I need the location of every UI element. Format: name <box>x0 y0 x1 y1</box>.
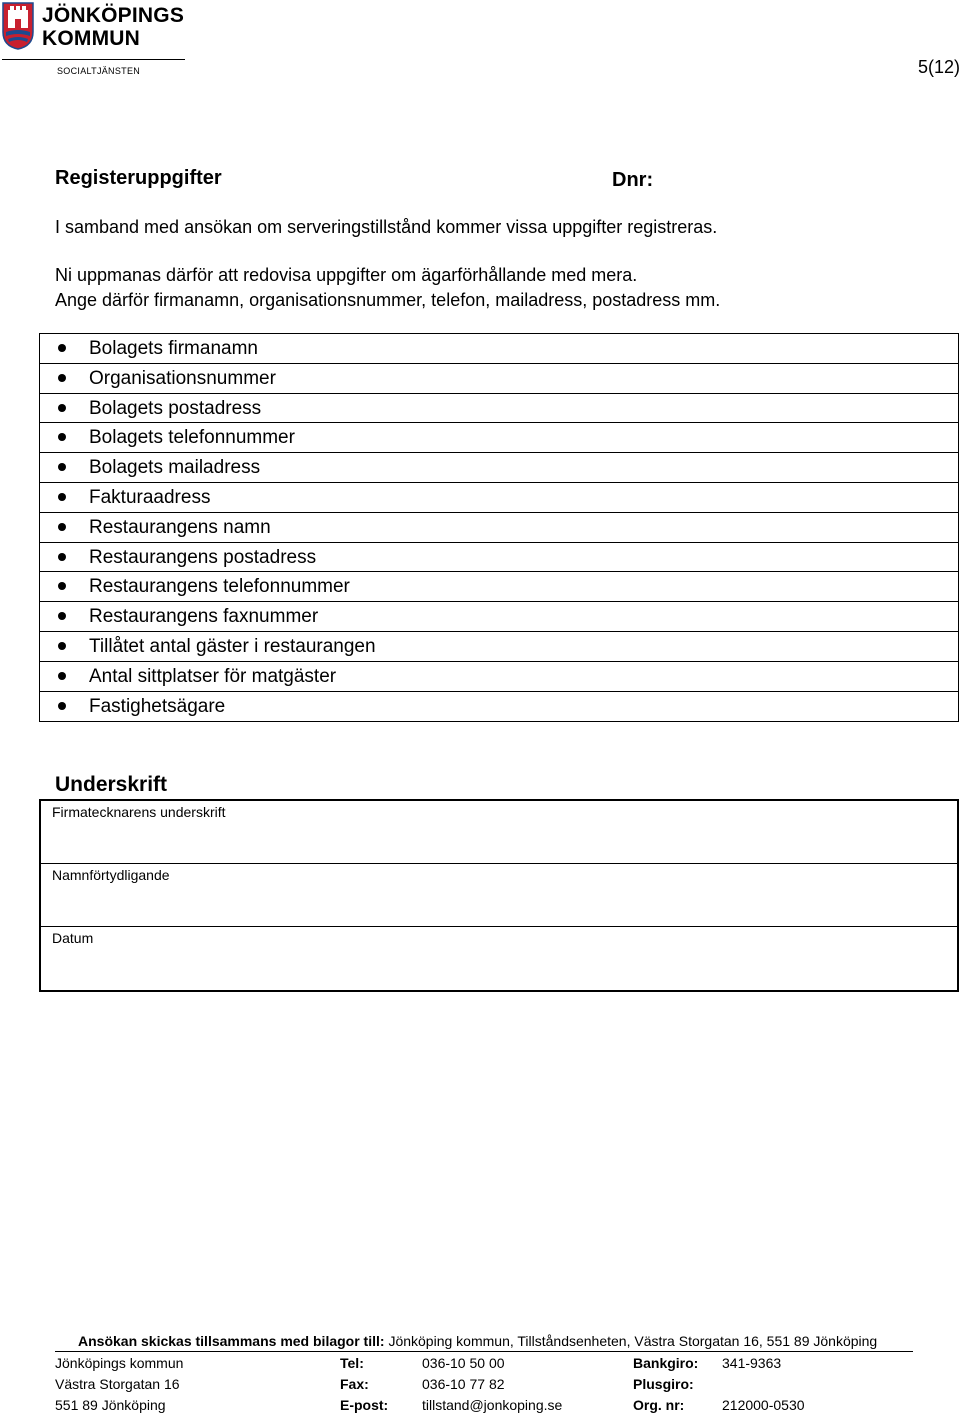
footer-divider <box>55 1351 913 1352</box>
table-row[interactable] <box>40 483 958 513</box>
item-label: Bolagets postadress <box>89 397 262 419</box>
field-label: Datum <box>52 930 94 946</box>
bullet-icon <box>58 612 66 620</box>
table-row[interactable] <box>40 692 958 722</box>
field-label: Firmatecknarens underskrift <box>52 804 226 820</box>
section-title: Registeruppgifter <box>55 167 222 189</box>
table-row[interactable] <box>40 334 958 364</box>
logo-divider <box>2 59 185 60</box>
date-field[interactable] <box>41 927 957 990</box>
item-label: Restaurangens postadress <box>89 546 317 568</box>
footer-fax-label: Fax: <box>340 1376 369 1392</box>
bullet-icon <box>58 374 66 382</box>
instruction-line-2: Ange därför firmanamn, organisationsnummer, telefon, mailadress, postadress mm. <box>55 290 721 310</box>
table-row[interactable] <box>40 572 958 602</box>
footer-plusgiro-label: Plusgiro: <box>633 1376 694 1392</box>
bullet-icon <box>58 523 66 531</box>
intro-text: I samband med ansökan om serveringstillstånd kommer vissa uppgifter registreras. <box>55 217 718 237</box>
item-label: Organisationsnummer <box>89 367 276 389</box>
table-row[interactable] <box>40 543 958 573</box>
footer-bankgiro: 341-9363 <box>722 1355 782 1371</box>
bullet-icon <box>58 642 66 650</box>
item-label: Restaurangens faxnummer <box>89 606 319 628</box>
instruction-line-1: Ni uppmanas därför att redovisa uppgifter om ägarförhållande med mera. <box>55 265 638 285</box>
send-label: Ansökan skickas tillsammans med bilagor till: <box>78 1333 385 1349</box>
department-name: SOCIALTJÄNSTEN <box>57 66 141 76</box>
bullet-icon <box>58 582 66 590</box>
bullet-icon <box>58 463 66 471</box>
bullet-icon <box>58 433 66 441</box>
item-label: Restaurangens telefonnummer <box>89 576 350 598</box>
footer-email[interactable]: tillstand@jonkoping.se <box>422 1397 563 1413</box>
table-row[interactable] <box>40 423 958 453</box>
footer-bankgiro-label: Bankgiro: <box>633 1355 699 1371</box>
footer-orgnr-label: Org. nr: <box>633 1397 685 1413</box>
footer-tel: 036-10 50 00 <box>422 1355 505 1371</box>
instruction-text <box>55 263 720 313</box>
item-label: Tillåtet antal gäster i restaurangen <box>89 635 376 657</box>
footer-email-label: E-post: <box>340 1397 389 1413</box>
item-label: Fakturaadress <box>89 486 211 508</box>
signature-field[interactable] <box>41 801 957 864</box>
footer-street: Västra Storgatan 16 <box>55 1376 180 1392</box>
bullet-icon <box>58 553 66 561</box>
field-label: Namnförtydligande <box>52 867 170 883</box>
item-label: Antal sittplatser för matgäster <box>89 665 337 687</box>
send-to-line <box>78 1333 877 1349</box>
item-label: Restaurangens namn <box>89 516 271 538</box>
signature-table <box>39 799 959 992</box>
table-row[interactable] <box>40 394 958 424</box>
name-clarification-field[interactable] <box>41 864 957 927</box>
table-row[interactable] <box>40 602 958 632</box>
footer-postal: 551 89 Jönköping <box>55 1397 166 1413</box>
item-label: Fastighetsägare <box>89 695 226 717</box>
required-info-table <box>39 333 959 722</box>
table-row[interactable] <box>40 364 958 394</box>
item-label: Bolagets mailadress <box>89 457 261 479</box>
footer-org-name: Jönköpings kommun <box>55 1355 184 1371</box>
table-row[interactable] <box>40 632 958 662</box>
footer-fax: 036-10 77 82 <box>422 1376 505 1392</box>
item-label: Bolagets firmanamn <box>89 338 258 359</box>
item-label: Bolagets telefonnummer <box>89 427 295 449</box>
logo-line2: KOMMUN <box>42 27 141 50</box>
send-address: Jönköping kommun, Tillståndsenheten, Västra Storgatan 16, 551 89 Jönköping <box>384 1333 878 1349</box>
page-number: 5(12) <box>917 57 960 77</box>
footer-orgnr: 212000-0530 <box>722 1397 805 1413</box>
logo-line1: JÖNKÖPINGS <box>42 4 185 27</box>
bullet-icon <box>58 493 66 501</box>
bullet-icon <box>58 404 66 412</box>
signature-title: Underskrift <box>55 773 168 796</box>
footer-tel-label: Tel: <box>340 1355 364 1371</box>
table-row[interactable] <box>40 662 958 692</box>
dnr-label: Dnr: <box>612 169 654 191</box>
bullet-icon <box>58 672 66 680</box>
coat-of-arms-icon <box>2 2 34 50</box>
table-row[interactable] <box>40 453 958 483</box>
table-row[interactable] <box>40 513 958 543</box>
logo <box>2 2 192 82</box>
bullet-icon <box>58 702 66 710</box>
bullet-icon <box>58 344 66 352</box>
